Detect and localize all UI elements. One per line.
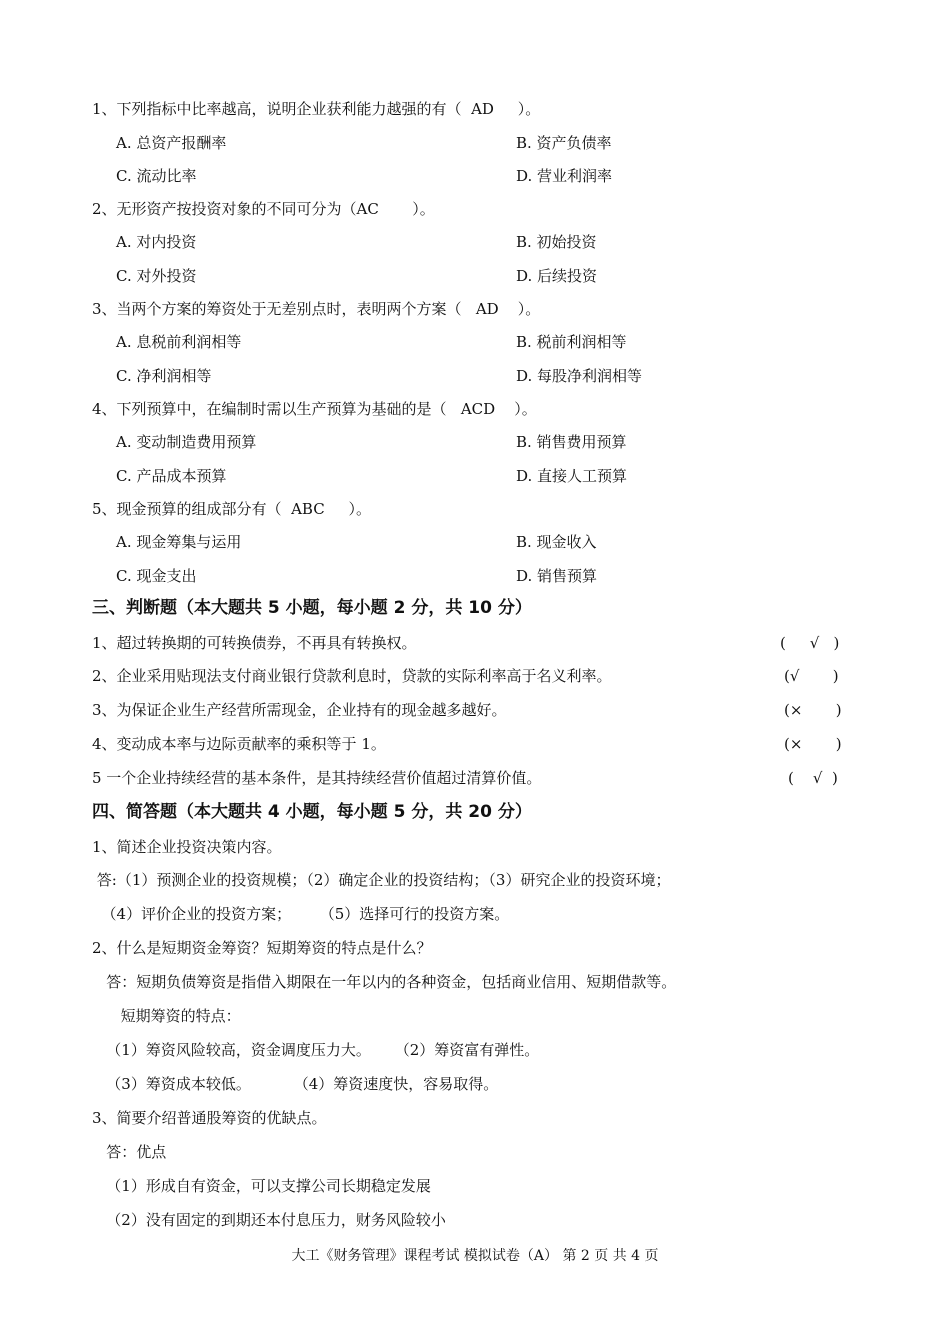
sa-line-11: （1）形成自有资金，可以支撑公司长期稳定发展	[92, 1177, 431, 1195]
tf-mark-1: ( √ )	[780, 634, 840, 652]
sa-line-6: 短期筹资的特点：	[92, 1007, 241, 1025]
mc-option-5d: D. 销售预算	[516, 567, 598, 585]
mc-option-2c: C. 对外投资	[116, 267, 197, 285]
mc-question-4: 4、下列预算中，在编制时需以生产预算为基础的是（ ACD ）。	[92, 400, 537, 418]
sa-line-12: （2）没有固定的到期还本付息压力，财务风险较小	[92, 1211, 446, 1229]
sa-line-7: （1）筹资风险较高，资金调度压力大。 （2）筹资富有弹性。	[92, 1041, 540, 1059]
mc-option-5a: A. 现金筹集与运用	[116, 533, 242, 551]
mc-option-2b: B. 初始投资	[516, 233, 597, 251]
sa-line-10: 答：优点	[92, 1143, 167, 1161]
tf-mark-3: (× )	[784, 701, 842, 719]
sa-line-1: 1、简述企业投资决策内容。	[92, 838, 282, 856]
mc-question-3: 3、当两个方案的筹资处于无差别点时，表明两个方案（ AD ）。	[92, 300, 541, 318]
mc-option-4a: A. 变动制造费用预算	[116, 433, 257, 451]
mc-option-1d: D. 营业利润率	[516, 167, 613, 185]
mc-option-1c: C. 流动比率	[116, 167, 197, 185]
mc-option-5b: B. 现金收入	[516, 533, 597, 551]
mc-option-1b: B. 资产负债率	[516, 134, 612, 152]
mc-option-4d: D. 直接人工预算	[516, 467, 628, 485]
tf-item-4: 4、变动成本率与边际贡献率的乘积等于 1。	[92, 735, 386, 753]
mc-option-2d: D. 后续投资	[516, 267, 598, 285]
page-footer: 大工《财务管理》课程考试 模拟试卷（A） 第 2 页 共 4 页	[291, 1248, 659, 1264]
mc-option-3d: D. 每股净利润相等	[516, 367, 643, 385]
mc-option-1a: A. 总资产报酬率	[116, 134, 227, 152]
mc-option-3a: A. 息税前利润相等	[116, 333, 242, 351]
mc-option-3b: B. 税前利润相等	[516, 333, 627, 351]
tf-item-2: 2、企业采用贴现法支付商业银行贷款利息时，贷款的实际利率高于名义利率。	[92, 667, 612, 685]
mc-option-2a: A. 对内投资	[116, 233, 197, 251]
sa-line-9: 3、简要介绍普通股筹资的优缺点。	[92, 1109, 327, 1127]
mc-option-4c: C. 产品成本预算	[116, 467, 227, 485]
mc-question-1: 1、下列指标中比率越高，说明企业获利能力越强的有（ AD ）。	[92, 100, 541, 118]
sa-line-8: （3）筹资成本较低。 （4）筹资速度快，容易取得。	[92, 1075, 499, 1093]
sa-line-3: （4）评价企业的投资方案； （5）选择可行的投资方案。	[92, 905, 510, 923]
sa-line-5: 答：短期负债筹资是指借入期限在一年以内的各种资金，包括商业信用、短期借款等。	[92, 973, 677, 991]
mc-option-4b: B. 销售费用预算	[516, 433, 627, 451]
mc-option-5c: C. 现金支出	[116, 567, 197, 585]
tf-item-3: 3、为保证企业生产经营所需现金，企业持有的现金越多越好。	[92, 701, 507, 719]
sa-line-4: 2、什么是短期资金筹资？短期筹资的特点是什么？	[92, 939, 432, 957]
tf-mark-2: (√ )	[784, 667, 839, 685]
sa-line-2: 答:（1）预测企业的投资规模；（2）确定企业的投资结构；（3）研究企业的投资环境；	[92, 871, 671, 889]
tf-item-5: 5 一个企业持续经营的基本条件，是其持续经营价值超过清算价值。	[92, 769, 542, 787]
section-4-title: 四、简答题（本大题共 4 小题，每小题 5 分，共 20 分）	[92, 802, 532, 822]
mc-question-5: 5、现金预算的组成部分有（ ABC ）。	[92, 500, 372, 518]
tf-item-1: 1、超过转换期的可转换债券，不再具有转换权。	[92, 634, 417, 652]
section-3-title: 三、判断题（本大题共 5 小题，每小题 2 分，共 10 分）	[92, 598, 532, 618]
tf-mark-5: ( √ )	[788, 769, 838, 787]
tf-mark-4: (× )	[784, 735, 842, 753]
mc-option-3c: C. 净利润相等	[116, 367, 212, 385]
mc-question-2: 2、无形资产按投资对象的不同可分为（AC ）。	[92, 200, 435, 218]
